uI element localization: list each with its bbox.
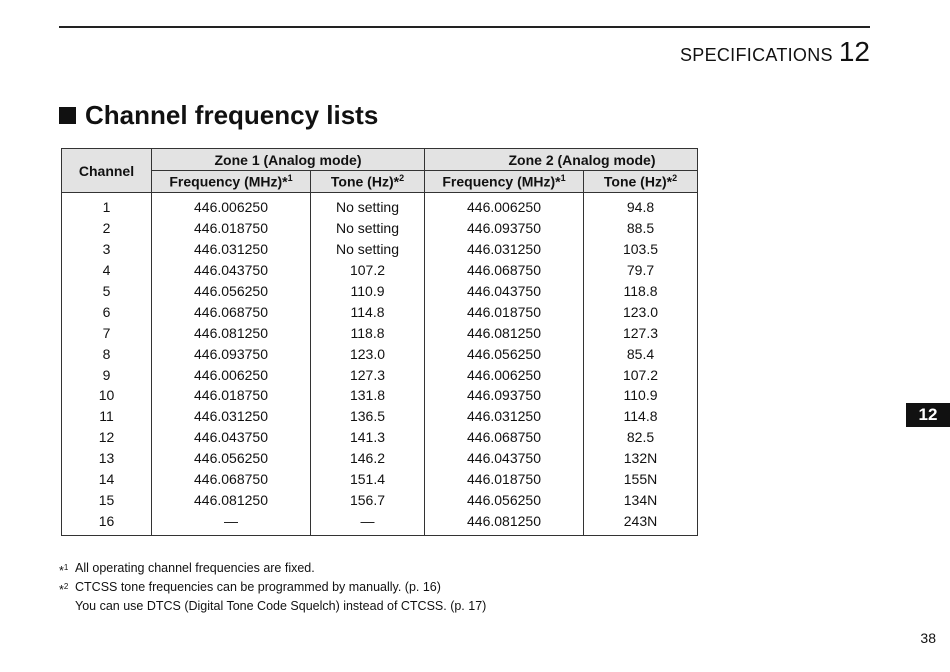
zone1-frequency-cell: 446.056250 (152, 281, 311, 302)
table-row (62, 260, 698, 281)
channel-cell: 14 (62, 469, 152, 490)
zone1-frequency-header: Frequency (MHz)*$^1$ (152, 171, 311, 193)
channel-frequency-table (61, 148, 698, 536)
zone1-tone-cell: 141.3 (311, 427, 425, 448)
zone2-frequency-cell: 446.056250 (425, 343, 584, 364)
zone2-tone-header: Tone (Hz)*$^2$ (584, 171, 698, 193)
zone2-frequency-cell: 446.043750 (425, 448, 584, 469)
zone2-tone-cell: 123.0 (584, 301, 698, 322)
zone2-tone-cell: 118.8 (584, 281, 698, 302)
channel-cell: 2 (62, 218, 152, 239)
page-heading (59, 100, 378, 131)
table-row (62, 489, 698, 510)
table-body (62, 193, 698, 536)
table-row (62, 510, 698, 535)
zone1-frequency-cell: 446.031250 (152, 406, 311, 427)
zone2-frequency-cell: 446.081250 (425, 322, 584, 343)
table-row (62, 385, 698, 406)
table-row (62, 239, 698, 260)
zone2-frequency-cell: 446.043750 (425, 281, 584, 302)
channel-cell: 11 (62, 406, 152, 427)
footnote-1-text: All operating channel frequencies are fixed. (75, 561, 315, 575)
channel-cell: 3 (62, 239, 152, 260)
zone1-frequency-cell: 446.068750 (152, 301, 311, 322)
table-row (62, 193, 698, 218)
zone2-frequency-cell: 446.068750 (425, 260, 584, 281)
channel-cell: 16 (62, 510, 152, 535)
table-row (62, 301, 698, 322)
zone2-frequency-cell: 446.018750 (425, 469, 584, 490)
zone1-tone-cell: 131.8 (311, 385, 425, 406)
channel-cell: 10 (62, 385, 152, 406)
zone1-tone-cell: 114.8 (311, 301, 425, 322)
channel-cell: 6 (62, 301, 152, 322)
zone1-tone-cell: 110.9 (311, 281, 425, 302)
zone2-frequency-cell: 446.068750 (425, 427, 584, 448)
page-number: 38 (920, 630, 936, 646)
zone1-frequency-cell: 446.043750 (152, 260, 311, 281)
table-row (62, 427, 698, 448)
channel-cell: 15 (62, 489, 152, 510)
table-row (62, 406, 698, 427)
zone1-frequency-cell: 446.056250 (152, 448, 311, 469)
zone1-tone-cell: No setting (311, 193, 425, 218)
zone1-frequency-cell: 446.031250 (152, 239, 311, 260)
zone2-frequency-header: Frequency (MHz)*$^1$ (425, 171, 584, 193)
footnote-1: *$^1$ All operating channel frequencies are fixed. (59, 561, 315, 579)
chapter-tab: 12 (906, 403, 950, 427)
footnote-2-text-2: You can use DTCS (Digital Tone Code Squelch) instead of CTCSS. (p. 17) (75, 599, 487, 614)
zone1-tone-cell: No setting (311, 218, 425, 239)
zone1-frequency-cell: 446.093750 (152, 343, 311, 364)
zone1-tone-cell: 151.4 (311, 469, 425, 490)
table-row (62, 322, 698, 343)
footnote-2-text: CTCSS tone frequencies can be programmed by manually. (p. 16) (75, 580, 441, 595)
heading-text: Channel frequency lists (85, 100, 379, 130)
channel-header: Channel (62, 149, 152, 193)
zone1-frequency-cell: 446.006250 (152, 364, 311, 385)
zone1-tone-header: Tone (Hz)*$^2$ (311, 171, 425, 193)
table-row (62, 281, 698, 302)
zone1-tone-cell: 127.3 (311, 364, 425, 385)
zone1-frequency-cell: 446.018750 (152, 218, 311, 239)
zone2-tone-cell: 127.3 (584, 322, 698, 343)
channel-cell: 9 (62, 364, 152, 385)
zone2-frequency-cell: 446.093750 (425, 218, 584, 239)
top-rule (59, 26, 870, 28)
zone1-tone-cell: No setting (311, 239, 425, 260)
channel-cell: 5 (62, 281, 152, 302)
table-row (62, 469, 698, 490)
zone2-header: Zone 2 (Analog mode) (425, 149, 698, 171)
zone2-tone-cell: 82.5 (584, 427, 698, 448)
zone2-tone-cell: 114.8 (584, 406, 698, 427)
zone1-tone-cell: 123.0 (311, 343, 425, 364)
zone2-tone-cell: 107.2 (584, 364, 698, 385)
zone1-frequency-cell: — (152, 510, 311, 535)
zone1-tone-cell: 146.2 (311, 448, 425, 469)
zone2-tone-cell: 79.7 (584, 260, 698, 281)
square-bullet-icon (59, 107, 76, 124)
zone1-tone-cell: — (311, 510, 425, 535)
zone2-frequency-cell: 446.056250 (425, 489, 584, 510)
section-title: SPECIFICATIONS (679, 45, 833, 65)
zone1-frequency-cell: 446.043750 (152, 427, 311, 448)
zone1-frequency-cell: 446.068750 (152, 469, 311, 490)
zone2-frequency-cell: 446.093750 (425, 385, 584, 406)
zone2-tone-cell: 155N (584, 469, 698, 490)
channel-cell: 8 (62, 343, 152, 364)
zone2-frequency-cell: 446.031250 (425, 239, 584, 260)
table-row (62, 364, 698, 385)
channel-cell: 1 (62, 193, 152, 218)
table-row (62, 343, 698, 364)
footnotes (59, 560, 486, 614)
zone2-tone-cell: 243N (584, 510, 698, 535)
section-number: 12 (838, 36, 870, 67)
zone1-frequency-cell: 446.006250 (152, 193, 311, 218)
zone1-tone-cell: 156.7 (311, 489, 425, 510)
zone1-frequency-cell: 446.081250 (152, 489, 311, 510)
zone2-tone-cell: 94.8 (584, 193, 698, 218)
zone1-frequency-cell: 446.081250 (152, 322, 311, 343)
zone2-tone-cell: 110.9 (584, 385, 698, 406)
zone2-tone-cell: 134N (584, 489, 698, 510)
channel-cell: 4 (62, 260, 152, 281)
zone2-frequency-cell: 446.031250 (425, 406, 584, 427)
zone2-frequency-cell: 446.081250 (425, 510, 584, 535)
zone1-tone-cell: 107.2 (311, 260, 425, 281)
zone1-tone-cell: 136.5 (311, 406, 425, 427)
zone2-tone-cell: 103.5 (584, 239, 698, 260)
table-row (62, 448, 698, 469)
zone2-frequency-cell: 446.006250 (425, 193, 584, 218)
zone2-frequency-cell: 446.018750 (425, 301, 584, 322)
zone2-tone-cell: 88.5 (584, 218, 698, 239)
channel-cell: 13 (62, 448, 152, 469)
footnote-2-continued (59, 598, 486, 614)
channel-cell: 7 (62, 322, 152, 343)
zone1-header: Zone 1 (Analog mode) (152, 149, 425, 171)
channel-cell: 12 (62, 427, 152, 448)
zone1-frequency-cell: 446.018750 (152, 385, 311, 406)
zone2-tone-cell: 85.4 (584, 343, 698, 364)
zone2-tone-cell: 132N (584, 448, 698, 469)
zone2-frequency-cell: 446.006250 (425, 364, 584, 385)
zone1-tone-cell: 118.8 (311, 322, 425, 343)
table-row (62, 218, 698, 239)
running-head (680, 36, 870, 68)
footnote-2: *$^2$ CTCSS tone frequencies can be programmed by manually. (p. 16) (59, 580, 441, 598)
